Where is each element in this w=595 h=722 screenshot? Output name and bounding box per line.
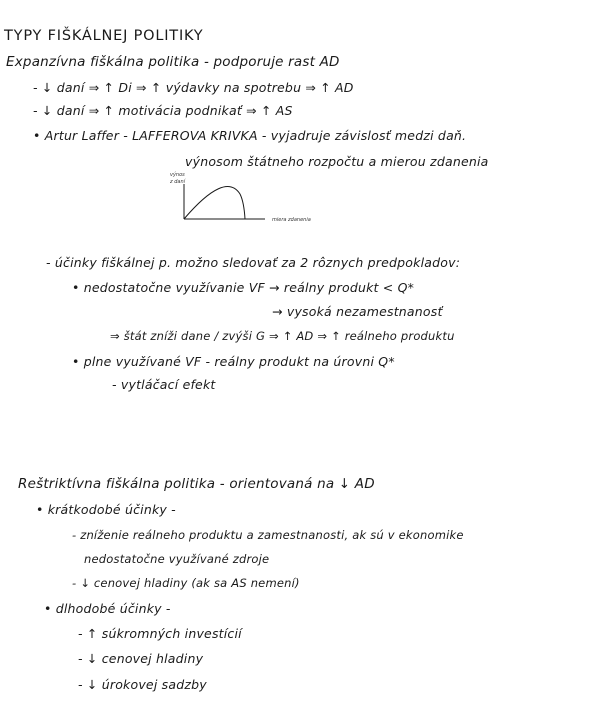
effects-b2: - vytláčací efekt	[112, 377, 216, 392]
short-term-3: - ↓ cenovej hladiny (ak sa AS nemení)	[72, 576, 300, 590]
effects-a1: • nedostatočne využívanie VF → reálny produkt < Q*	[72, 280, 415, 295]
effects-a2: → vysoká nezamestnanosť	[272, 304, 443, 319]
expansive-heading-label: Expanzívna fiškálna politika	[6, 54, 200, 70]
page-title: TYPY FIŠKÁLNEJ POLITIKY	[4, 28, 204, 44]
short-term-2: nedostatočne využívané zdroje	[84, 552, 270, 566]
restrictive-heading	[18, 476, 375, 492]
short-term-heading: • krátkodobé účinky -	[36, 502, 176, 517]
long-term-heading: • dlhodobé účinky -	[44, 601, 171, 616]
expansive-bullet-1: - ↓ daní ⇒ ↑ Di ⇒ ↑ výdavky na spotrebu ⇒ ↑ AD	[33, 80, 354, 95]
restrictive-heading-label: Reštriktívna fiškálna politika	[18, 476, 216, 492]
effects-a3: ⇒ štát zníži dane / zvýši G ⇒ ↑ AD ⇒ ↑ reálneho produktu	[110, 329, 455, 343]
expansive-heading-note: - podporuje rast AD	[203, 54, 340, 70]
expansive-bullet-2: - ↓ daní ⇒ ↑ motivácia podnikať ⇒ ↑ AS	[33, 103, 293, 118]
expansive-bullet-3-cont: výnosom štátneho rozpočtu a mierou zdanenia	[185, 154, 489, 169]
effects-b1: • plne využívané VF - reálny produkt na úrovni Q*	[72, 354, 395, 369]
long-term-2: - ↓ cenovej hladiny	[78, 651, 204, 666]
long-term-1: - ↑ súkromných investícií	[78, 626, 242, 641]
long-term-3: - ↓ úrokovej sadzby	[78, 677, 207, 692]
graph-x-label: miera zdanenia	[272, 217, 311, 223]
graph-y-label-1: výnos	[170, 172, 185, 178]
expansive-bullet-3: • Artur Laffer - LAFFEROVA KRIVKA - vyjadruje závislosť medzi daň.	[33, 128, 467, 143]
laffer-curve-graph	[170, 166, 340, 226]
short-term-1: - zníženie reálneho produktu a zamestnanosti, ak sú v ekonomike	[72, 528, 464, 542]
effects-intro: - účinky fiškálnej p. možno sledovať za 2 rôznych predpokladov:	[46, 255, 461, 270]
restrictive-heading-note: - orientovaná na ↓ AD	[219, 476, 375, 492]
laffer-curve	[184, 187, 245, 219]
expansive-heading	[6, 54, 340, 70]
graph-y-label-2: z daní	[170, 179, 186, 185]
